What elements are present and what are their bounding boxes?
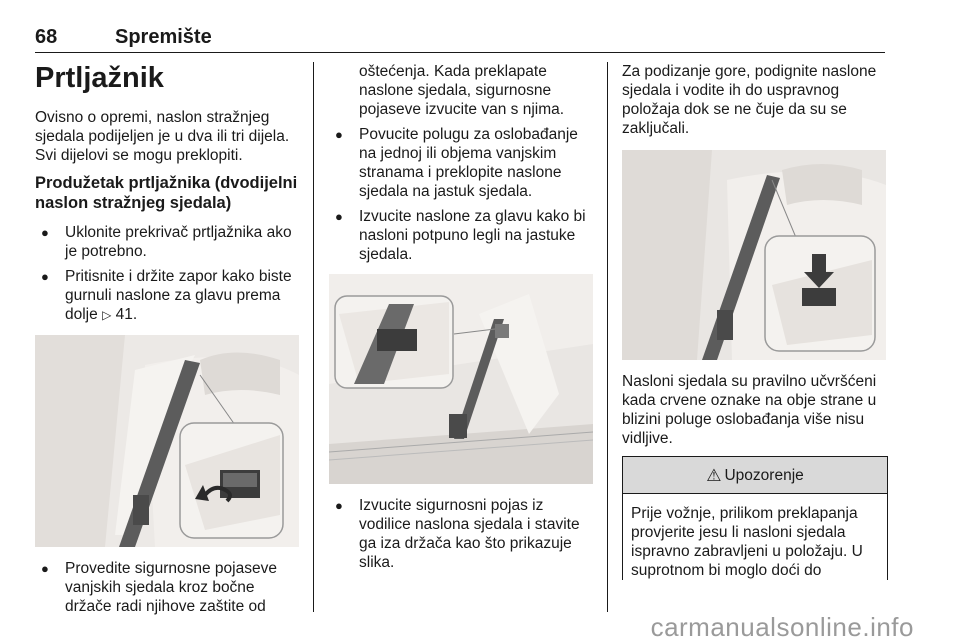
section-heading: Prtljažnik xyxy=(35,62,164,94)
list-item: ● Izvucite sigurnosni pojas iz vodilice naslona sjedala i stavite ga iza držača kao što prikazuje slika. xyxy=(329,496,593,572)
page-header xyxy=(35,24,885,53)
watermark[interactable]: carmanualsonline.info xyxy=(650,612,914,642)
subheading: Produžetak prtljažnika (dvodijelni naslon stražnjeg sjedala) xyxy=(35,174,298,212)
figure-headrest-release xyxy=(35,335,299,547)
continuation-paragraph: oštećenja. Kada preklapate naslone sjedala, sigurnosne pojaseve izvucite van s njima. xyxy=(359,63,565,118)
column-divider xyxy=(313,62,314,612)
list-item: ● Provedite sigurnosne pojaseve vanjskih sjedala kroz bočne držače radi njihove zaštite od xyxy=(35,559,299,616)
list-item: ● Povucite polugu za oslobađanje na jednoj ili objema vanjskim stranama i preklopite naslone sjedala na jastuk sjedala. xyxy=(329,125,593,201)
column-divider xyxy=(607,62,608,612)
paragraph: Nasloni sjedala su pravilno učvršćeni kada crvene oznake na obje strane u blizini poluge oslobađanja više nisu vidljive. xyxy=(622,373,877,447)
column-2 xyxy=(329,62,593,578)
section-title: Spremište xyxy=(115,26,212,48)
page-reference-icon: ▷ xyxy=(102,308,112,322)
warning-box xyxy=(622,456,888,580)
intro-paragraph: Ovisno o opremi, naslon stražnjeg sjedala podijeljen je u dva ili tri dijela. Svi dijelovi se mogu preklopiti. xyxy=(35,109,290,164)
figure-seat-lock-indicator xyxy=(622,150,886,360)
column-3 xyxy=(622,62,888,580)
page-reference[interactable]: 41. xyxy=(115,306,138,323)
figure-belt-holder xyxy=(329,274,593,484)
list-item: ● Uklonite prekrivač prtljažnika ako je potrebno. xyxy=(35,223,299,261)
warning-title: Upozorenje xyxy=(724,466,804,484)
warning-header xyxy=(623,457,887,494)
paragraph: Za podizanje gore, podignite naslone sjedala i vodite ih do uspravnog položaja dok se ne čuje da su se zaključali. xyxy=(622,63,877,137)
list-item: ● Izvucite naslone za glavu kako bi nasloni potpuno legli na jastuke sjedala. xyxy=(329,207,593,264)
list-item: ● Pritisnite i držite zapor kako biste gurnuli naslone za glavu prema dolje ▷ 41. xyxy=(35,267,299,325)
column-1 xyxy=(35,62,299,622)
page-number: 68 xyxy=(35,26,58,48)
warning-triangle-icon: ⚠ xyxy=(706,465,722,485)
warning-body: Prije vožnje, prilikom preklapanja provjerite jesu li nasloni sjedala ispravno zabravljeni u položaju. U suprotnom bi moglo doći do xyxy=(631,505,863,579)
